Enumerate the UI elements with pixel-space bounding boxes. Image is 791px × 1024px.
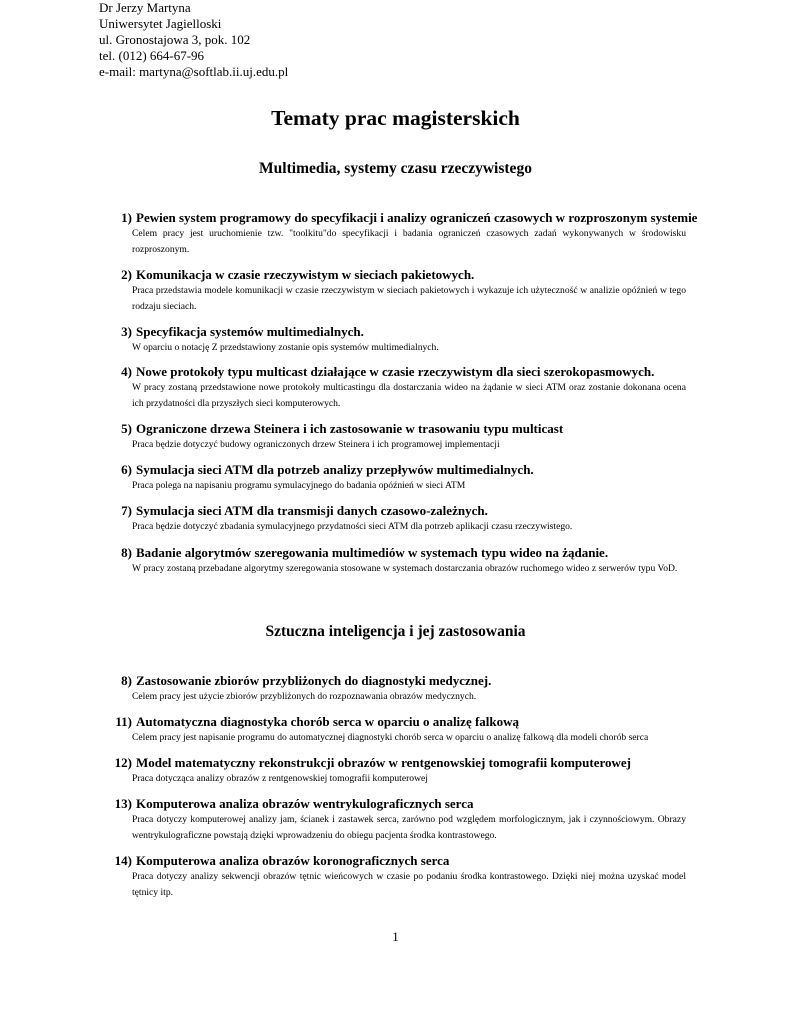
list-item [104, 363, 686, 412]
author-name: Dr Jerzy Martyna [99, 0, 191, 15]
page-number: 1 [392, 929, 399, 944]
item-description: Praca polega na napisaniu programu symulacyjnego do badania opóźnień w sieci ATM [132, 480, 466, 491]
item-description: Celem pracy jest uruchomienie tzw. "toolkitu"do specyfikacji i badania ograniczeń czasowych zadań wykonywanych w środowisku rozproszonym. [132, 228, 686, 255]
item-number: 7) [121, 503, 132, 518]
item-title: Nowe protokoły typu multicast działające w czasie rzeczywistym dla sieci szerokopasmowych. [136, 364, 655, 379]
item-number: 8) [121, 673, 132, 688]
list-item [104, 672, 686, 705]
section-title-multimedia: Multimedia, systemy czasu rzeczywistego [259, 160, 532, 177]
item-description: W pracy zostaną przedstawione nowe protokoły multicastingu dla dostarczania wideo na żądanie w sieci ATM oraz zostanie dokonana ocena ich przydatności dla przyszłych sieci komputerowych. [132, 382, 686, 409]
item-title: Komunikacja w czasie rzeczywistym w sieciach pakietowych. [136, 267, 475, 282]
item-number: 1) [121, 210, 132, 225]
item-description: Praca dotyczy analizy sekwencji obrazów tętnic wieńcowych w czasie po podaniu środka kontrastowego. Dzięki niej można uzyskać model tętnicy itp. [132, 871, 686, 898]
item-description: Praca przedstawia modele komunikacji w czasie rzeczywistym w sieciach pakietowych i wykazuje ich użyteczność w analizie opóźnień w tego rodzaju sieciach. [132, 285, 686, 312]
item-number: 2) [121, 267, 132, 282]
item-description: Celem pracy jest napisanie programu do automatycznej diagnostyki chorób serca w oparciu o analizę falkową dla modeli chorób serca [132, 732, 649, 743]
item-number: 5) [121, 421, 132, 436]
item-description: W pracy zostaną przebadane algorytmy szeregowania stosowane w systemach dostarczania obrazów ruchomego wideo z serwerów typu VoD. [132, 563, 678, 574]
item-description: W oparciu o notację Z przedstawiony zostanie opis systemów multimedialnych. [132, 342, 439, 353]
list-item [104, 266, 686, 315]
list-item [104, 209, 698, 258]
author-address: ul. Gronostajowa 3, pok. 102 [99, 32, 251, 47]
list-item [104, 420, 686, 453]
item-number: 3) [121, 324, 132, 339]
item-title: Symulacja sieci ATM dla transmisji danych czasowo-zależnych. [136, 503, 488, 518]
item-number: 13) [114, 796, 132, 811]
item-number: 14) [114, 853, 132, 868]
item-description: Praca będzie dotyczyć budowy ograniczonych drzew Steinera i ich programowej implementacji [132, 439, 500, 450]
section-title-ai: Sztuczna inteligencja i jej zastosowania [265, 623, 526, 640]
item-title: Specyfikacja systemów multimedialnych. [136, 324, 364, 339]
author-header [99, 0, 288, 80]
item-number: 4) [121, 364, 132, 379]
author-phone: tel. (012) 664-67-96 [99, 48, 205, 63]
item-description: Celem pracy jest użycie zbiorów przybliżonych do rozpoznawania obrazów medycznych. [132, 691, 477, 702]
item-number: 12) [114, 755, 132, 770]
author-university: Uniwersytet Jagielloski [99, 16, 222, 31]
item-title: Model matematyczny rekonstrukcji obrazów w rentgenowskiej tomografii komputerowej [136, 755, 632, 770]
item-number: 11) [115, 714, 132, 729]
item-title: Badanie algorytmów szeregowania multimediów w systemach typu wideo na żądanie. [136, 545, 609, 560]
item-title: Automatyczna diagnostyka chorób serca w oparciu o analizę falkową [136, 714, 520, 729]
item-title: Zastosowanie zbiorów przybliżonych do diagnostyki medycznej. [136, 673, 492, 688]
item-title: Pewien system programowy do specyfikacji i analizy ograniczeń czasowych w rozproszonym systemie [136, 210, 698, 225]
list-item [104, 323, 686, 356]
list-item [104, 795, 686, 844]
item-description: Praca będzie dotyczyć zbadania symulacyjnego przydatności sieci ATM dla potrzeb aplikacji czasu rzeczywistego. [132, 521, 573, 532]
item-description: Praca dotycząca analizy obrazów z rentgenowskiej tomografii komputerowej [132, 773, 428, 784]
list-item [104, 502, 686, 535]
item-description: Praca dotyczy komputerowej analizy jam, ścianek i zastawek serca, zarówno pod względem morfologicznym, jak i czynnościowym. Obrazy wentrykulograficzne powstają dzięki wprowadzeniu do obiegu pacjenta środka kontrastowego. [132, 814, 686, 841]
list-item [104, 713, 686, 746]
item-number: 6) [121, 462, 132, 477]
page-title: Tematy prac magisterskich [271, 106, 520, 130]
item-title: Symulacja sieci ATM dla potrzeb analizy przepływów multimedialnych. [136, 462, 534, 477]
list-item [104, 754, 686, 787]
list-item [104, 544, 686, 577]
item-title: Komputerowa analiza obrazów wentrykulograficznych serca [136, 796, 474, 811]
author-email: e-mail: martyna@softlab.ii.uj.edu.pl [99, 64, 289, 79]
list-item [104, 852, 686, 901]
list-item [104, 461, 686, 494]
item-title: Komputerowa analiza obrazów koronograficznych serca [136, 853, 450, 868]
item-title: Ograniczone drzewa Steinera i ich zastosowanie w trasowaniu typu multicast [136, 421, 564, 436]
item-number: 8) [121, 545, 132, 560]
